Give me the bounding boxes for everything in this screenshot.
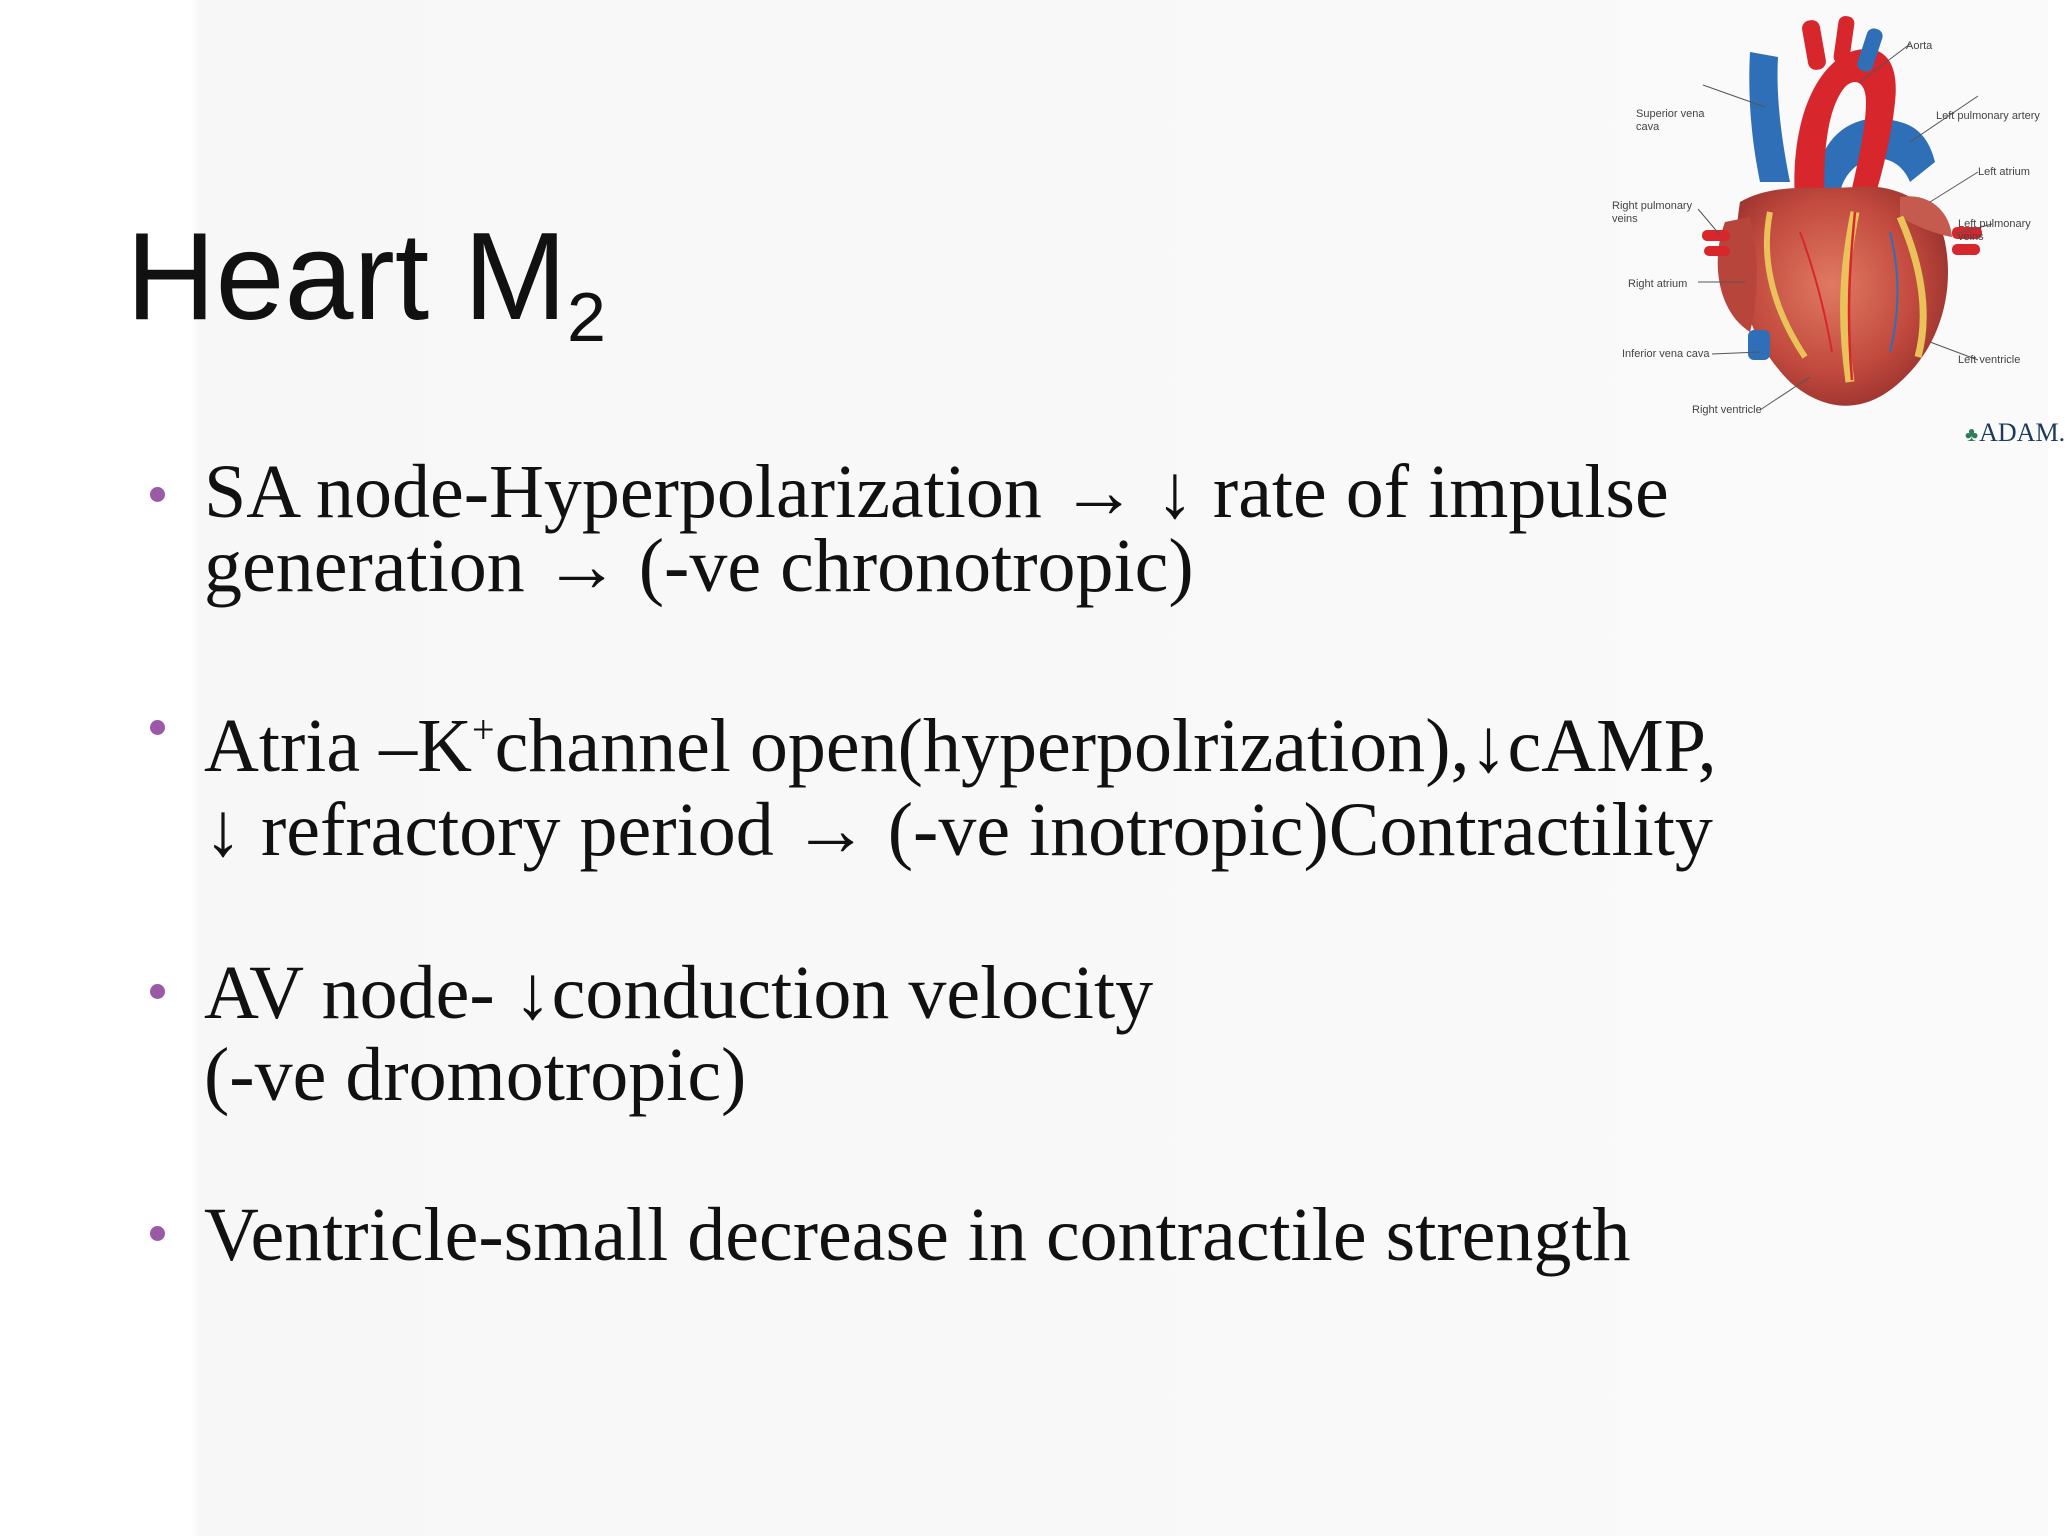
bullet-line: SA node-Hyperpolarization → ↓ rate of impulse	[204, 450, 1669, 534]
label-left-atrium: Left atrium	[1978, 166, 2030, 178]
potassium-superscript: +	[472, 707, 495, 752]
label-inferior-vena-cava: Inferior vena cava	[1622, 348, 1710, 360]
left-pulmonary-vein	[1952, 244, 1980, 255]
label-right-pulmonary-veins: Right pulmonary veins	[1612, 200, 1693, 225]
bullet-sa-node	[150, 450, 1910, 608]
label-right-atrium: Right atrium	[1628, 278, 1688, 290]
right-pulmonary-vein	[1704, 246, 1730, 256]
bullet-atria	[150, 688, 1910, 872]
bullet-dot	[150, 984, 165, 999]
adam-credit-text: ADAM.	[1979, 418, 2065, 447]
atria-text-a: Atria –K	[204, 704, 473, 788]
bullet-line: Ventricle-small decrease in contractile strength	[204, 1193, 1631, 1277]
adam-credit-logo	[1965, 418, 2065, 448]
inferior-vena-cava-shape	[1748, 330, 1770, 360]
bullet-line: generation → (-ve chronotropic)	[204, 524, 1194, 608]
label-right-ventricle: Right ventricle	[1692, 404, 1762, 416]
bullet-line: (-ve dromotropic)	[204, 1033, 747, 1117]
label-left-pulmonary-artery: Left pulmonary artery	[1936, 110, 2040, 122]
title-text: Heart M	[126, 208, 567, 346]
bullet-av-node	[150, 952, 1910, 1116]
bullet-dot	[150, 1226, 165, 1241]
atria-text-b: channel open(hyperpolrization),↓cAMP,	[494, 704, 1717, 788]
bullet-line: ↓ refractory period → (-ve inotropic)Contractility	[204, 788, 1713, 872]
label-aorta: Aorta	[1906, 40, 1933, 52]
heart-anatomy-figure	[1600, 12, 2048, 452]
label-left-ventricle: Left ventricle	[1958, 354, 2021, 366]
label-left-pulmonary-veins: Left pulmonary veins	[1958, 218, 2031, 243]
superior-vena-cava-shape	[1749, 52, 1790, 182]
right-pulmonary-vein	[1702, 230, 1730, 241]
bullet-dot	[150, 720, 165, 735]
title-subscript: 2	[566, 278, 606, 356]
adam-leaf-icon: ♣	[1965, 424, 1979, 446]
bullet-line	[204, 688, 1910, 788]
bullet-ventricle	[150, 1194, 1910, 1276]
bullet-dot	[150, 487, 165, 502]
aortic-branch	[1801, 19, 1827, 71]
label-superior-vena-cava: Superior vena cava	[1636, 108, 1705, 133]
bullet-line: AV node- ↓conduction velocity	[204, 951, 1154, 1035]
bullet-list	[150, 450, 1910, 1277]
slide-title	[126, 208, 606, 356]
